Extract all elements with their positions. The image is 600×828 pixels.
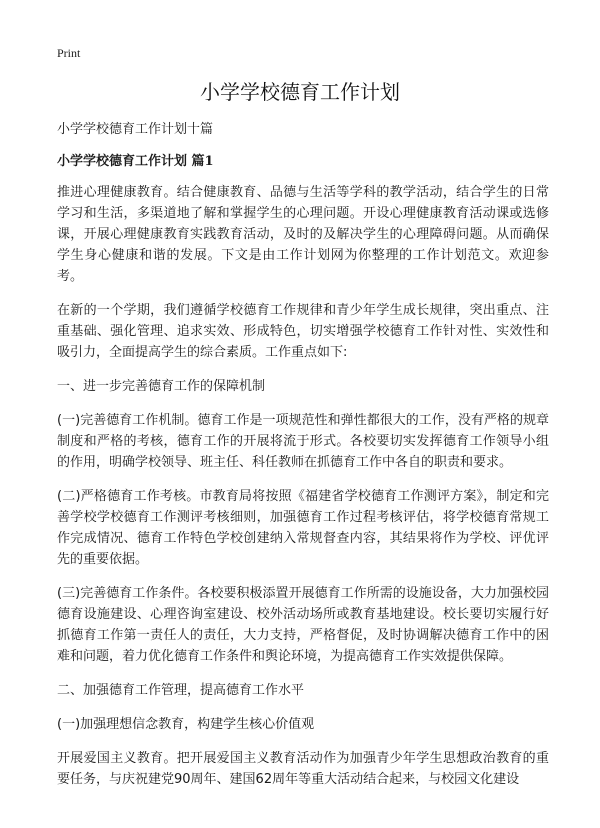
- paragraph-intro: 推进心理健康教育。结合健康教育、品德与生活等学科的教学活动，结合学生的日常学习和生活，多渠道地了解和掌握学生的心理问题。开设心理健康教育活动课或选修课，开展心理健康教育实践教育活动，及时的及解决学生的心理障碍问题。从而确保学生身心健康和谐的发展。下文是由工作计划网为你整理的工作计划范文。欢迎参考。: [57, 185, 549, 284]
- paragraph-patriotism: 开展爱国主义教育。把开展爱国主义教育活动作为加强青少年学生思想政治教育的重要任务，与庆祝建党90周年、建国62周年等重大活动结合起来，与校园文化建设: [57, 751, 549, 787]
- paragraph-mechanism: (一)完善德育工作机制。德育工作是一项规范性和弹性都很大的工作，没有严格的规章制度和严格的考核，德育工作的开展将流于形式。各校要切实发挥德育工作领导小组的作用，明确学校领导、班主任、科任教师在抓德育工作中各自的职责和要求。: [57, 413, 549, 470]
- paragraph-overview: 在新的一个学期，我们遵循学校德育工作规律和青少年学生成长规律，突出重点、注重基础、强化管理、追求实效、形成特色，切实增强学校德育工作针对性、实效性和吸引力，全面提高学生的综合素质。工作重点如下:: [57, 303, 549, 360]
- document-subtitle: 小学学校德育工作计划十篇: [57, 122, 214, 137]
- print-link[interactable]: Print: [57, 46, 81, 60]
- heading-subsection-one: (一)加强理想信念教育，构建学生核心价值观: [57, 717, 315, 732]
- document-body: [57, 119, 549, 803]
- paragraph-assessment: (二)严格德育工作考核。市教育局将按照《福建省学校德育工作测评方案》，制定和完善学校学校德育工作测评考核细则，加强德育工作过程考核评估，将学校德育常规工作完成情况、德育工作特色学校创建纳入常规督查内容，其结果将作为学校、评优评先的重要依据。: [57, 489, 549, 567]
- document-title: 小学学校德育工作计划: [200, 80, 400, 104]
- section-title: 小学学校德育工作计划 篇1: [57, 154, 214, 169]
- paragraph-conditions: (三)完善德育工作条件。各校要积极添置开展德育工作所需的设施设备，大力加强校园德育设施建设、心理咨询室建设、校外活动场所或教育基地建设。校长要切实履行好抓德育工作第一责任人的责任，大力支持，严格督促，及时协调解决德育工作中的困难和问题，着力优化德育工作条件和舆论环境，为提高德育工作实效提供保障。: [57, 586, 549, 664]
- heading-part-one: 一、进一步完善德育工作的保障机制: [57, 379, 266, 394]
- heading-part-two: 二、加强德育工作管理，提高德育工作水平: [57, 683, 305, 698]
